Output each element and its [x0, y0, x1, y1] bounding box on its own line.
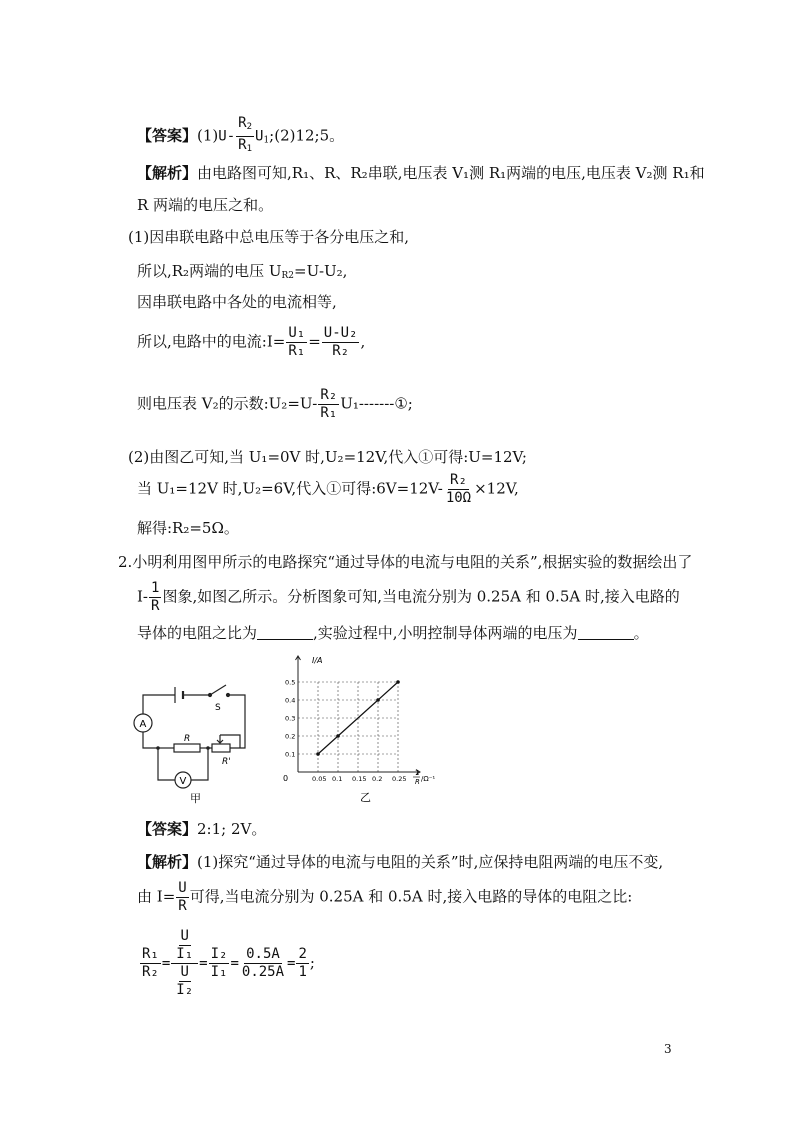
data-point [316, 752, 320, 756]
x-axis-unit: /Ω⁻¹ [421, 775, 436, 783]
page-number: 3 [664, 1042, 672, 1056]
data-point [396, 680, 400, 684]
analysis-tag: 【解析】 [137, 853, 198, 871]
origin-label: 0 [283, 774, 289, 783]
analysis1-line2: R 两端的电压之和。 [137, 196, 274, 214]
resistor-label: R [184, 734, 191, 744]
circuit-diagram [130, 650, 260, 805]
question2-line1: 2.小明利用图甲所示的电路探究“通过导体的电流与电阻的关系”,根据实验的数据绘出了 [118, 553, 693, 571]
analysis1-line1: 【解析】由电路图可知,R₁、R、R₂串联,电压表 V₁测 R₁两端的电压,电压表 V₂测 R₁和 [137, 164, 705, 182]
question2-line2: I- $\frac{1}{R}$ 图象,如图乙所示。分析图象可知,当电流分别为 0.25A 和 0.5A 时,接入电路的 [137, 580, 680, 614]
analysis1-line10: 解得:R₂=5Ω。 [137, 519, 239, 537]
ammeter-label: A [139, 719, 147, 730]
y-tick-label: 0.4 [285, 696, 296, 705]
answer1-line: 【答案】(1)U- $\frac{R_2}{R_1}$ $U_1;(2)12;5$。 [137, 115, 344, 158]
chart-ticks [285, 679, 406, 784]
analysis1-line4: 所以,R₂两端的电压 $U_{R2}=U-U_2$, [137, 262, 348, 281]
x-tick-label: 0.1 [332, 775, 343, 783]
analysis1-line7: 则电压表 V₂的示数:U₂=U- $\frac{\text{R₂}}{\text{R₁}}$ U₁-------①; [137, 387, 413, 421]
analysis2-line2: 由 I= $\frac{U}{R}$ 可得,当电流分别为 0.25A 和 0.5A 时,接入电路的导体的电阻之比: [137, 880, 633, 914]
analysis1-line5: 因串联电路中各处的电流相等, [137, 293, 337, 311]
y-tick-label: 0.1 [285, 750, 296, 759]
x-tick-label: 0.15 [352, 775, 367, 783]
answer-tag: 【答案】 [137, 820, 198, 838]
analysis1-line3: (1)因串联电路中总电压等于各分电压之和, [128, 228, 410, 246]
x-tick-label: 0.25 [392, 775, 407, 783]
voltmeter-label: V [179, 776, 187, 787]
analysis1-line6: 所以,电路中的电流:I= $\frac{\text{U₁}}{\text{R₁}}$ = $\frac{\text{U-U₂}}{\text{R₂}}$ , [137, 325, 366, 359]
y-tick-label: 0.3 [285, 714, 296, 723]
question2-line3: 导体的电阻之比为 ,实验过程中,小明控制导体两端的电压为 。 [137, 624, 649, 642]
current-vs-inverse-resistance-chart [278, 648, 450, 808]
analysis1-line8: (2)由图乙可知,当 U₁=0V 时,U₂=12V,代入①可得:U=12V; [128, 448, 527, 466]
x-tick-label: 0.05 [312, 775, 327, 783]
x-tick-label: 0.2 [372, 775, 383, 783]
rheostat-label: R' [222, 757, 231, 767]
y-tick-label: 0.2 [285, 732, 296, 741]
analysis-tag: 【解析】 [137, 164, 198, 182]
analysis2-line1: 【解析】(1)探究“通过导体的电流与电阻的关系”时,应保持电阻两端的电压不变, [137, 853, 664, 871]
question-number: 2. [118, 553, 133, 571]
answer-tag: 【答案】 [137, 126, 198, 145]
fraction: $\frac{R_2}{R_1}$ [238, 115, 252, 154]
x-axis-label-den: R [415, 778, 420, 786]
figure-caption-yi: 乙 [360, 791, 371, 804]
y-tick-label: 0.5 [285, 678, 296, 687]
answer2-line: 【答案】2:1; 2V。 [137, 820, 267, 838]
figure-caption-jia: 甲 [190, 792, 201, 805]
answer-blank-1 [257, 625, 313, 640]
analysis2-equation: $\frac{\text{R₁}}{\text{R₂}}$ = $\frac{\frac{U}{\text{I₁}}}{\frac{U}{\text{I₂}}}$ = $\frac{\text{I₂}}{\text{I₁}}$ = $\frac{0.5A}{0.25A}$ = $\frac{2}{1}$ ; [142, 928, 315, 998]
analysis1-line9: 当 U₁=12V 时,U₂=6V,代入①可得:6V=12V- $\frac{\text{R₂}}{10\Omega}$ ×12V, [137, 472, 519, 506]
y-axis-label: I/A [312, 656, 323, 665]
answer-blank-2 [578, 625, 634, 640]
data-point [336, 734, 340, 738]
data-point [376, 698, 380, 702]
x-axis-label-num: 1 [415, 769, 420, 777]
switch-label: S [215, 703, 221, 713]
